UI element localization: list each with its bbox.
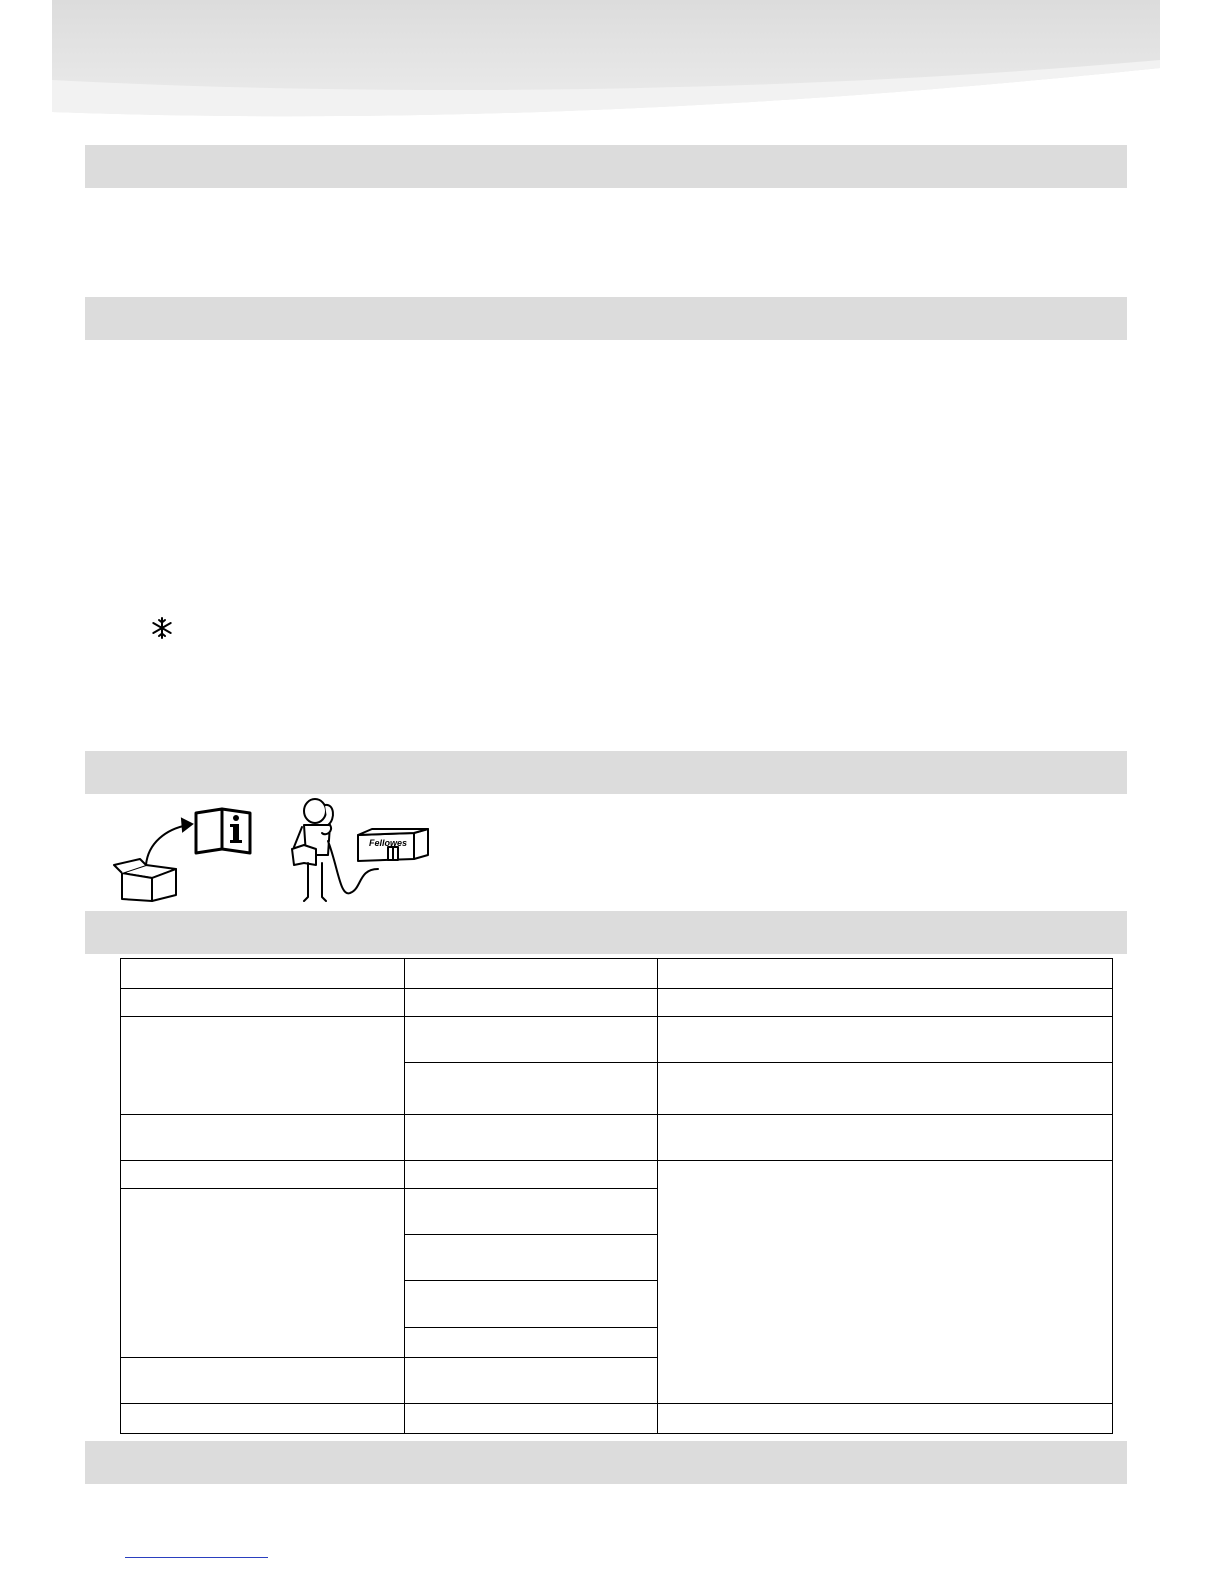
table-cell (405, 1189, 658, 1235)
table-row (121, 1115, 1113, 1161)
table-cell (405, 1161, 658, 1189)
table-cell (405, 1017, 658, 1063)
footer-link-underline[interactable] (125, 1557, 268, 1558)
table-cell (405, 959, 658, 989)
table-cell (658, 1017, 1113, 1063)
table-cell (405, 989, 658, 1017)
section-header-bar-5 (85, 1441, 1127, 1484)
table-cell (658, 1404, 1113, 1434)
table-row (121, 1404, 1113, 1434)
table-cell (121, 1189, 405, 1358)
table-cell (405, 1358, 658, 1404)
table-cell (658, 989, 1113, 1017)
table-cell (405, 1115, 658, 1161)
table-cell (405, 1281, 658, 1328)
building-sign-text: Fellowes (369, 838, 408, 848)
call-fellowes-illustration (278, 797, 438, 905)
section-header-bar-3 (85, 751, 1127, 794)
snowflake-icon (150, 616, 174, 640)
table-row (121, 989, 1113, 1017)
table-cell (658, 1161, 1113, 1404)
table-cell (121, 1017, 405, 1115)
table-cell (405, 1404, 658, 1434)
table-cell (658, 1063, 1113, 1115)
table-cell (121, 989, 405, 1017)
header-banner (0, 0, 1224, 130)
table-cell (121, 1161, 405, 1189)
table-cell (121, 1358, 405, 1404)
table-row (121, 1017, 1113, 1063)
table-header-row (121, 959, 1113, 989)
table-cell (658, 1115, 1113, 1161)
table-cell (405, 1063, 658, 1115)
manual-info-icon (196, 809, 250, 853)
table-cell (405, 1235, 658, 1281)
section-header-bar-1 (85, 145, 1127, 188)
table-cell (121, 1115, 405, 1161)
table-cell (405, 1328, 658, 1358)
table-cell (121, 959, 405, 989)
box-icon (114, 859, 176, 901)
section-header-bar-2 (85, 297, 1127, 340)
table-cell (658, 959, 1113, 989)
section-header-bar-4 (85, 911, 1127, 954)
table-row (121, 1161, 1113, 1189)
table-cell (121, 1404, 405, 1434)
troubleshooting-table (120, 958, 1113, 1434)
curved-arrow (146, 819, 192, 865)
read-manual-illustration (110, 803, 260, 903)
